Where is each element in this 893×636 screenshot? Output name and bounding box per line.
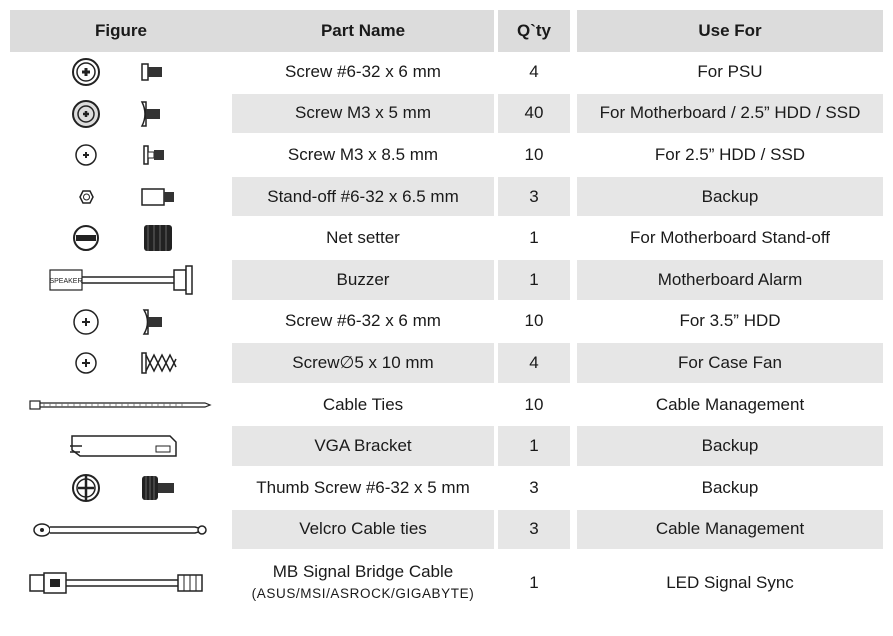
fan-screw-icon: [10, 343, 232, 383]
use-for: Backup: [577, 177, 883, 217]
quantity: 40: [498, 94, 570, 134]
thumb-screw-icon: [10, 468, 232, 508]
accessory-table: [10, 10, 883, 617]
buzzer-icon: [10, 260, 232, 300]
table-row: [10, 510, 883, 552]
table-row: [10, 343, 883, 385]
m3-long-screw-icon: [10, 135, 232, 175]
part-name: Stand-off #6-32 x 6.5 mm: [232, 177, 494, 217]
vga-bracket-icon: [10, 426, 232, 466]
part-name: Velcro Cable ties: [232, 510, 494, 550]
header-figure: Figure: [10, 10, 232, 52]
table-header: [10, 10, 883, 52]
quantity: 1: [498, 426, 570, 466]
use-for: For 3.5” HDD: [679, 311, 781, 331]
use-for: For Motherboard Stand-off: [629, 228, 830, 248]
quantity: 4: [529, 61, 539, 81]
part-name: Screw M3 x 5 mm: [232, 94, 494, 134]
quantity: 10: [524, 144, 544, 164]
psu-screw-icon: [10, 52, 232, 92]
part-name-compatibility: (ASUS/MSI/ASROCK/GIGABYTE): [251, 586, 475, 602]
quantity: 3: [529, 477, 539, 497]
part-name: Screw #6-32 x 6 mm: [285, 61, 441, 81]
header-part-name: Part Name: [232, 10, 494, 52]
use-for: Motherboard Alarm: [577, 260, 883, 300]
table-row: [10, 302, 883, 344]
velcro-tie-icon: [10, 510, 232, 550]
header-use-for: Use For: [577, 10, 883, 52]
quantity: 10: [524, 394, 544, 414]
use-for: For 2.5” HDD / SSD: [654, 144, 806, 164]
table-row: [10, 468, 883, 510]
quantity: 1: [529, 573, 539, 593]
use-for: For Motherboard / 2.5” HDD / SSD: [577, 94, 883, 134]
m3-screw-icon: [10, 94, 232, 134]
use-for: Backup: [577, 426, 883, 466]
part-name: Screw M3 x 8.5 mm: [287, 144, 439, 164]
quantity: 1: [498, 260, 570, 300]
table-row: [10, 218, 883, 260]
table-row: [10, 426, 883, 468]
standoff-icon: [10, 177, 232, 217]
header-qty: Q`ty: [498, 10, 570, 52]
use-for: Cable Management: [655, 394, 805, 414]
part-name: Screw∅5 x 10 mm: [232, 343, 494, 383]
table-row: [10, 94, 883, 136]
use-for: LED Signal Sync: [666, 573, 794, 593]
table-row: [10, 551, 883, 617]
buzzer-label: SPEAKER: [49, 277, 83, 285]
part-name: MB Signal Bridge Cable: [272, 562, 454, 582]
quantity: 4: [498, 343, 570, 383]
table-row: [10, 177, 883, 219]
quantity: 3: [498, 510, 570, 550]
part-name: Screw #6-32 x 6 mm: [285, 311, 441, 331]
use-for: For PSU: [697, 61, 763, 81]
part-name: Buzzer: [232, 260, 494, 300]
quantity: 1: [529, 228, 539, 248]
part-name: Cable Ties: [322, 394, 404, 414]
cable-tie-icon: [10, 385, 232, 425]
quantity: 3: [498, 177, 570, 217]
use-for: For Case Fan: [577, 343, 883, 383]
part-name: Thumb Screw #6-32 x 5 mm: [256, 477, 470, 497]
use-for: Backup: [701, 477, 759, 497]
table-row: [10, 260, 883, 302]
hdd-screw-icon: [10, 302, 232, 342]
use-for: Cable Management: [577, 510, 883, 550]
part-name: Net setter: [326, 228, 400, 248]
table-row: [10, 385, 883, 427]
table-row: [10, 135, 883, 177]
net-setter-icon: [10, 218, 232, 258]
quantity: 10: [524, 311, 544, 331]
table-row: [10, 52, 883, 94]
bridge-cable-icon: [10, 551, 232, 615]
part-name: VGA Bracket: [232, 426, 494, 466]
